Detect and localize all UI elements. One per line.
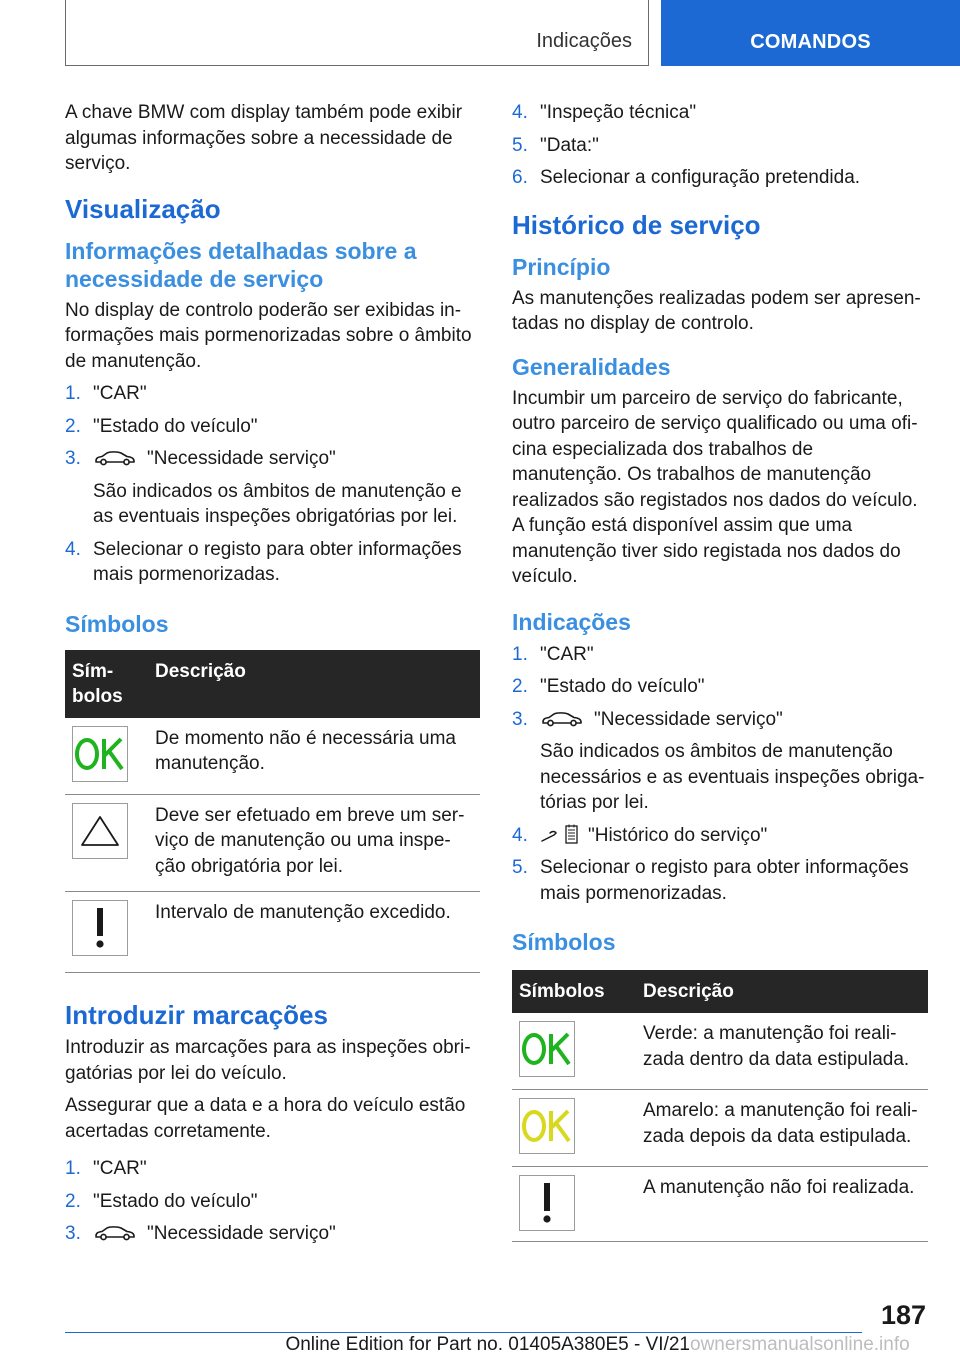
symbols-table-history	[512, 970, 928, 1242]
car-service-icon	[93, 1224, 137, 1242]
footer-edition: Online Edition for Part no. 01405A380E5 - VI/21	[285, 1334, 690, 1355]
table-header-row	[512, 970, 928, 1013]
table-cell-description: De momento não é necessária uma manutenção.	[148, 718, 480, 795]
step-text: "Necessidade serviço"	[594, 708, 783, 730]
footer-watermark: ownersmanualsonline.info	[690, 1334, 910, 1355]
step-number: 4.	[512, 102, 528, 123]
step-text: "Data:"	[540, 134, 599, 156]
table-header-symbols: Símbolos	[65, 650, 148, 718]
generalidades-paragraph: Incumbir um parceiro de serviço do fabricante, outro parceiro de serviço qualificado ou uma oficina especializada dos trabalhos de manutenção. Os trabalhos de manutenção realizados são registados nos dados do veículo. A função está disponível assim que uma manutenção tiver sido registada nos dados do veículo.	[512, 387, 918, 587]
table-row	[65, 892, 480, 973]
step-text: "Estado do veículo"	[540, 676, 705, 697]
triangle-glyph	[78, 813, 122, 849]
ok-green-icon	[72, 726, 128, 782]
service-history-icon	[540, 823, 580, 845]
list-item	[65, 446, 480, 530]
step-number: 2.	[512, 676, 528, 697]
step-text: Selecionar a configuração pretendida.	[540, 167, 861, 188]
intro-paragraph: A chave BMW com display também pode exibir algumas informações sobre a necessidade de serviço.	[65, 102, 463, 174]
table-cell-icon	[65, 794, 148, 892]
step-number: 1.	[512, 643, 528, 665]
step-text: Selecionar o registo para obter informações mais pormenorizadas.	[93, 538, 462, 585]
page-number: 187	[880, 1300, 926, 1330]
exclamation-glyph	[537, 1180, 557, 1226]
list-item	[512, 165, 928, 191]
table-row	[512, 1167, 928, 1242]
right-column	[512, 100, 928, 1242]
steps-list-detail	[65, 381, 480, 588]
step-number: 3.	[65, 448, 81, 469]
list-item	[65, 537, 480, 588]
left-column	[65, 100, 480, 1254]
step-content	[93, 446, 480, 530]
list-item	[65, 1221, 480, 1247]
step-subtext: São indicados os âmbitos de manutenção e as eventuais inspeções obrigatórias por lei.	[93, 480, 462, 527]
step-text: "Estado do veículo"	[93, 1190, 258, 1212]
table-header-description: Descrição	[636, 970, 928, 1013]
exclamation-icon	[519, 1175, 575, 1231]
steps-list-introduzir	[65, 1156, 480, 1247]
table-header-symbols: Símbolos	[512, 970, 636, 1013]
list-item	[512, 100, 928, 126]
step-content	[540, 823, 928, 849]
steps-list-continued	[512, 100, 928, 191]
step-number: 2.	[65, 415, 81, 437]
header-section-box	[65, 0, 649, 66]
step-number: 5.	[512, 857, 528, 878]
list-item	[65, 381, 480, 407]
step-text: "CAR"	[540, 643, 594, 665]
heading-introduzir-marcacoes: Introduzir marcações	[65, 1000, 328, 1030]
table-header-description: Descrição	[148, 650, 480, 718]
step-text: "Necessidade serviço"	[147, 448, 336, 469]
step-text: Selecionar o registo para obter informações mais pormenorizadas.	[540, 857, 909, 904]
steps-list-indicacoes	[512, 642, 928, 907]
heading-simbolos-historico: Símbolos	[512, 929, 616, 955]
heading-historico-servico: Histórico de serviço	[512, 209, 761, 240]
symbols-table	[65, 650, 480, 974]
list-item	[512, 855, 928, 906]
step-subtext: São indicados os âmbitos de manutenção necessários e as eventuais inspeções obrigatórias por lei.	[540, 741, 925, 813]
step-number: 6.	[512, 167, 528, 188]
list-item	[512, 642, 928, 668]
ok-glyph	[73, 732, 127, 776]
ok-glyph	[520, 1104, 574, 1148]
table-cell-icon	[512, 1090, 636, 1167]
table-cell-description: A manutenção não foi realizada.	[636, 1167, 928, 1242]
table-row	[65, 718, 480, 795]
exclamation-glyph	[90, 905, 110, 951]
step-number: 5.	[512, 134, 528, 156]
step-text: "Histórico do serviço"	[588, 824, 768, 846]
step-text: "CAR"	[93, 383, 147, 404]
footer-divider	[65, 1332, 862, 1333]
car-service-icon	[540, 710, 584, 728]
header-chapter-label: COMANDOS	[750, 31, 871, 53]
introduzir-paragraph-2: Assegurar que a data e a hora do veículo estão acertadas corretamente.	[65, 1095, 466, 1142]
step-number: 4.	[512, 824, 528, 846]
step-content	[93, 1221, 480, 1247]
ok-yellow-icon	[519, 1098, 575, 1154]
step-text: "Necessidade serviço"	[147, 1223, 336, 1244]
list-item	[512, 823, 928, 849]
list-item	[65, 1189, 480, 1215]
ok-green-icon	[519, 1021, 575, 1077]
introduzir-paragraph-1: Introduzir as marcações para as inspeções obrigatórias por lei do veículo.	[65, 1037, 471, 1084]
table-row	[512, 1013, 928, 1090]
table-row	[512, 1090, 928, 1167]
table-cell-icon	[65, 892, 148, 973]
table-cell-icon	[512, 1013, 636, 1090]
list-item	[65, 414, 480, 440]
list-item	[512, 133, 928, 159]
list-item	[65, 1156, 480, 1182]
step-number: 3.	[65, 1223, 81, 1244]
warning-triangle-icon	[72, 803, 128, 859]
heading-generalidades: Generalidades	[512, 353, 671, 380]
heading-principio: Princípio	[512, 253, 611, 280]
table-cell-description: Amarelo: a manutenção foi realizada depois da data estipulada.	[636, 1090, 928, 1167]
step-number: 4.	[65, 538, 81, 560]
car-service-icon	[93, 449, 137, 467]
step-text: "Estado do veículo"	[93, 415, 258, 437]
list-item	[512, 674, 928, 700]
step-number: 3.	[512, 708, 528, 730]
step-text: "CAR"	[93, 1158, 147, 1179]
heading-visualizacao: Visualização	[65, 193, 221, 224]
heading-indicacoes: Indicações	[512, 608, 631, 635]
heading-informacoes-detalhadas: Informações detalhadas sobre a necessidade de serviço	[65, 237, 417, 292]
table-cell-icon	[65, 718, 148, 795]
table-cell-icon	[512, 1167, 636, 1242]
step-content	[540, 707, 928, 816]
display-paragraph: No display de controlo poderão ser exibidas informações mais pormenorizadas sobre o âmbito de manutenção.	[65, 299, 472, 372]
table-row	[65, 794, 480, 892]
table-cell-description: Verde: a manutenção foi realizada dentro da data estipulada.	[636, 1013, 928, 1090]
step-number: 2.	[65, 1190, 81, 1212]
table-header-row	[65, 650, 480, 718]
table-cell-description: Deve ser efetuado em breve um serviço de manutenção ou uma inspeção obrigatória por lei.	[148, 794, 480, 892]
header-section-title: Indicações	[536, 30, 632, 52]
heading-simbolos: Símbolos	[65, 610, 169, 637]
list-item	[512, 707, 928, 816]
step-text: "Inspeção técnica"	[540, 102, 697, 123]
step-number: 1.	[65, 383, 81, 404]
principio-paragraph: As manutenções realizadas podem ser apresentadas no display de controlo.	[512, 287, 921, 334]
ok-glyph	[520, 1027, 574, 1071]
header-chapter-tab[interactable]	[661, 0, 960, 66]
step-number: 1.	[65, 1158, 81, 1179]
table-cell-description: Intervalo de manutenção excedido.	[148, 892, 480, 973]
exclamation-icon	[72, 900, 128, 956]
